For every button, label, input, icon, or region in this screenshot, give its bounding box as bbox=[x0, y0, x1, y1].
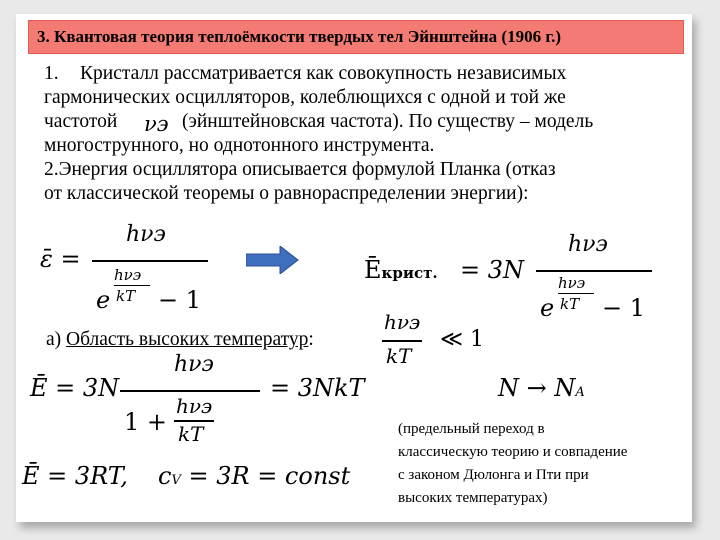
note-line1: (предельный переход в bbox=[398, 421, 545, 437]
e3n-numerator: hνэ bbox=[174, 352, 214, 377]
eps-minus1: − 1 bbox=[158, 286, 202, 314]
eps-numerator: hνэ bbox=[126, 222, 166, 247]
ekrist-fraction-bar bbox=[536, 270, 652, 272]
point1-line4: многострунного, но однотонного инструмента. bbox=[44, 135, 435, 156]
e3rt: Ē = 3RT, bbox=[22, 462, 128, 490]
point1-line3-b: (эйнштейновская частота). По существу – модель bbox=[182, 111, 594, 132]
e3n-one-plus: 1 + bbox=[124, 408, 168, 436]
note-line2: классическую теорию и совпадение bbox=[398, 444, 628, 460]
ht-fraction-bar bbox=[382, 340, 422, 342]
ekrist-lhs: Ēкрист. bbox=[364, 256, 438, 284]
point1-number: 1. bbox=[44, 63, 59, 84]
ekrist-exp-kt: kT bbox=[560, 295, 580, 313]
ekrist-exp-bar bbox=[558, 293, 594, 294]
eps-exp-bar bbox=[114, 285, 150, 286]
e3n-rhs: = 3NkT bbox=[270, 374, 365, 402]
eps-e: e bbox=[96, 286, 111, 314]
ekrist-eq: = 3N bbox=[460, 256, 525, 284]
e3n-fraction-bar bbox=[120, 390, 260, 392]
slide-title: 3. Квантовая теория теплоёмкости твердых тел Эйнштейна (1906 г.) bbox=[37, 27, 562, 46]
title-bar bbox=[28, 20, 684, 54]
eps-exp-kt: kT bbox=[116, 287, 136, 305]
eps-lhs: ε̄ = bbox=[40, 245, 81, 273]
eps-exp-hv: hνэ bbox=[114, 266, 142, 284]
note-line3: с законом Дюлонга и Пти при bbox=[398, 467, 589, 483]
point1-line3-a: частотой bbox=[44, 111, 118, 132]
ekrist-minus1: − 1 bbox=[602, 294, 646, 322]
e3n-inner-den: kT bbox=[178, 422, 204, 446]
ht-numerator: hνэ bbox=[384, 310, 421, 334]
ht-denominator: kT bbox=[386, 344, 412, 368]
ekrist-numerator: hνэ bbox=[568, 232, 608, 257]
nu-e-symbol: νэ bbox=[144, 112, 169, 136]
point2-line2: от классической теоремы о равнораспределении энергии): bbox=[44, 183, 529, 204]
eps-fraction-bar bbox=[92, 260, 208, 262]
point1-line1: Кристалл рассматривается как совокупность независимых bbox=[80, 63, 567, 84]
point2-line1: 2.Энергия осциллятора описывается формулой Планка (отказ bbox=[44, 159, 556, 180]
point1-line2: гармонических осцилляторов, колеблющихся с одной и той же bbox=[44, 87, 566, 108]
e3n-inner-num: hνэ bbox=[176, 394, 213, 418]
n-to-na: N → NA bbox=[498, 374, 585, 402]
e3n-lhs: Ē = 3N bbox=[30, 374, 120, 402]
note-line4: высоких температурах) bbox=[398, 490, 548, 506]
ht-much-less: ≪ 1 bbox=[440, 327, 485, 352]
right-arrow-icon bbox=[246, 246, 300, 274]
ekrist-e: e bbox=[540, 294, 555, 322]
ekrist-exp-hv: hνэ bbox=[558, 274, 586, 292]
high-temp-heading: а) Область высоких температур: bbox=[46, 329, 314, 350]
cv-expression: cV = 3R = const bbox=[158, 462, 351, 490]
